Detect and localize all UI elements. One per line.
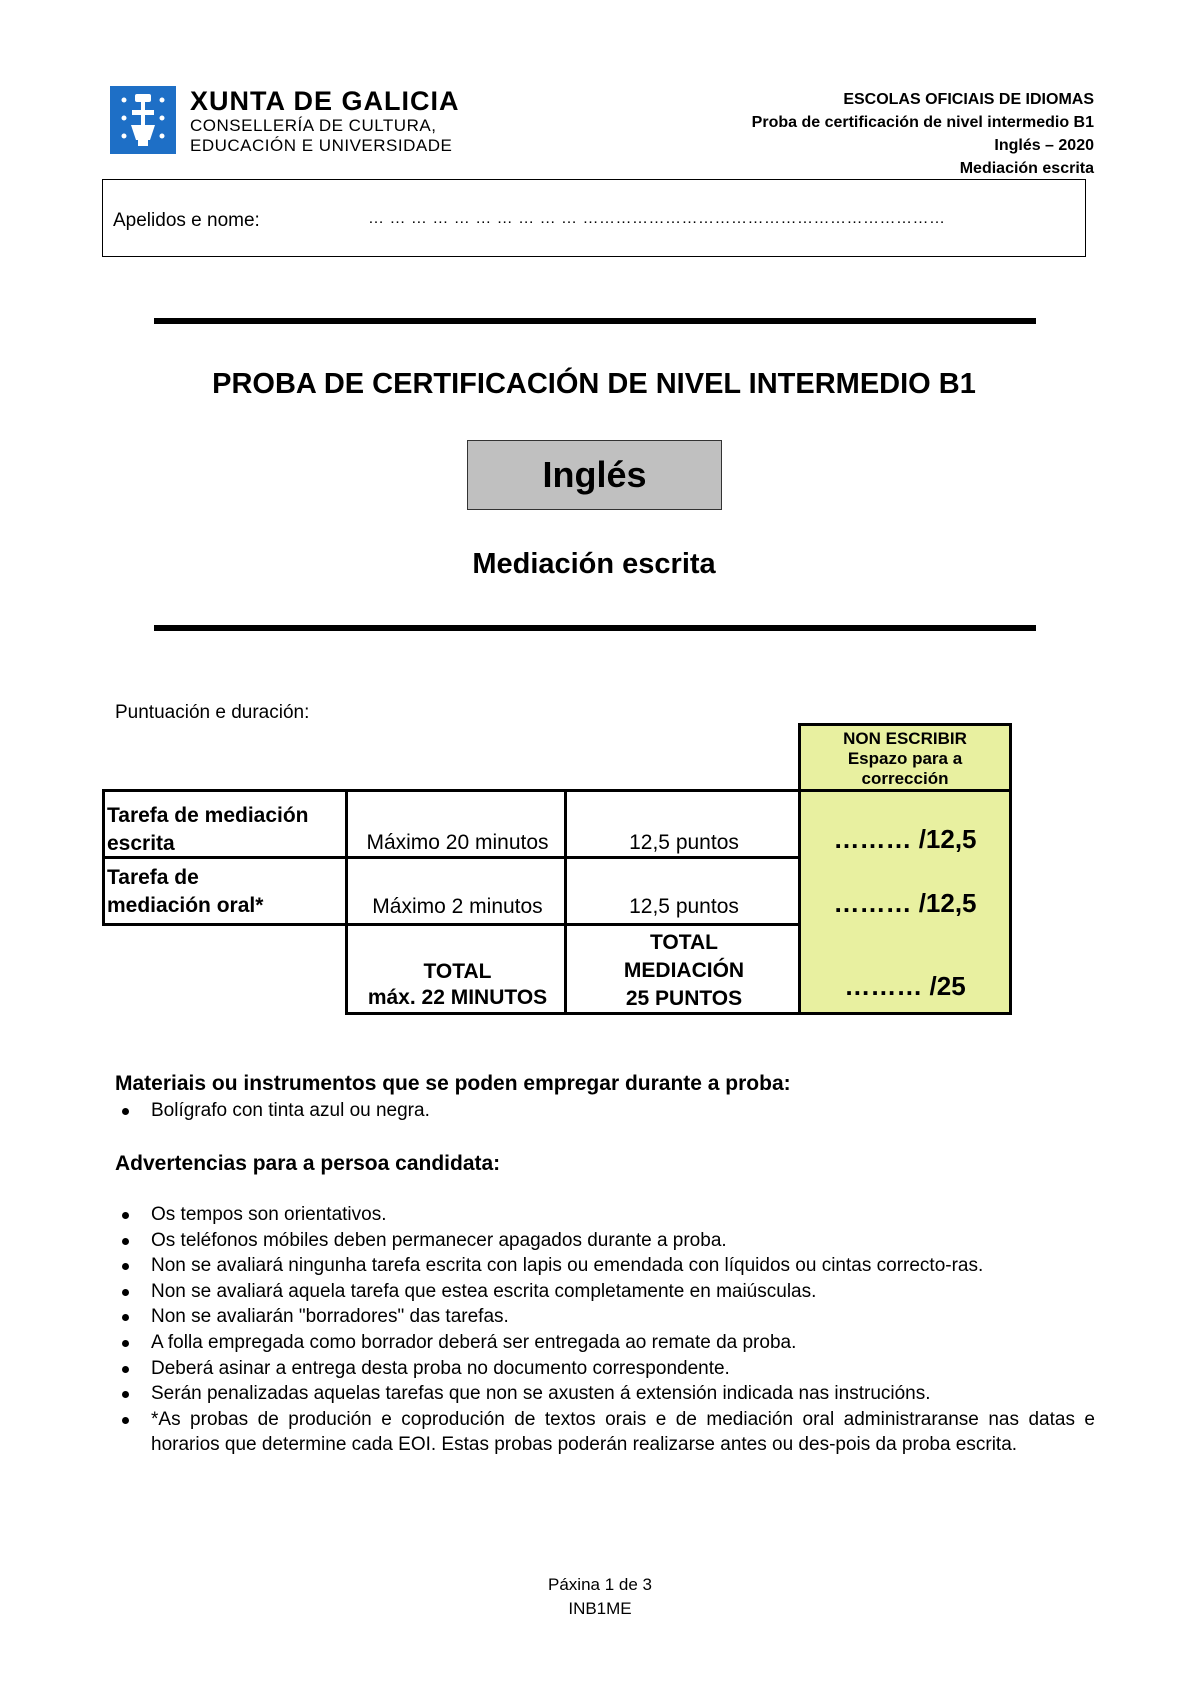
list-item-text: Non se avaliarán "borradores" das tarefas. bbox=[151, 1306, 509, 1328]
name-field-dots[interactable]: … … … … … … … … … … ………………………………………………………… bbox=[368, 210, 946, 227]
total-points-line1: TOTAL bbox=[649, 931, 719, 954]
list-item-text: Non se avaliará ningunha tarefa escrita con lapis ou emendada con líquidos ou cintas correcto-ras. bbox=[151, 1255, 984, 1277]
header-line3: Inglés – 2020 bbox=[994, 137, 1094, 154]
table-row-time: Máximo 2 minutos bbox=[345, 856, 567, 926]
correction-header-line2: Espazo para a bbox=[847, 749, 963, 768]
list-item-text: Serán penalizadas aquelas tarefas que non se axusten á extensión indicada nas instrucións. bbox=[151, 1383, 931, 1405]
list-item bbox=[115, 1202, 1095, 1228]
list-item-text: Os tempos son orientativos. bbox=[151, 1204, 387, 1225]
list-item bbox=[115, 1279, 1095, 1305]
bullet-icon bbox=[122, 1366, 129, 1373]
list-item bbox=[115, 1098, 1095, 1124]
materials-list bbox=[115, 1098, 1095, 1124]
correction-header-line3: corrección bbox=[861, 769, 949, 788]
list-item-text: A folla empregada como borrador deberá ser entregada ao remate da proba. bbox=[151, 1331, 797, 1353]
score-intro: Puntuación e duración: bbox=[115, 702, 310, 723]
total-time-line2: máx. 22 MINUTOS bbox=[367, 986, 548, 1009]
list-item bbox=[115, 1407, 1095, 1458]
name-field-box[interactable] bbox=[102, 179, 1086, 257]
materials-heading: Materiais ou instrumentos que se poden empregar durante a proba: bbox=[115, 1072, 791, 1095]
table-row-task bbox=[102, 789, 348, 859]
bullet-icon bbox=[122, 1417, 129, 1424]
task-line1: Tarefa de bbox=[107, 866, 199, 889]
list-item bbox=[115, 1330, 1095, 1356]
bullet-icon bbox=[122, 1263, 129, 1270]
list-item bbox=[115, 1356, 1095, 1382]
document-header bbox=[752, 88, 1094, 180]
bottom-rule bbox=[154, 625, 1036, 631]
document-code: INB1ME bbox=[568, 1599, 632, 1618]
total-score[interactable]: ……… /25 bbox=[798, 923, 1012, 1015]
task-line1: Tarefa de mediación bbox=[107, 804, 309, 827]
list-item-text: Bolígrafo con tinta azul ou negra. bbox=[151, 1100, 430, 1121]
list-item bbox=[115, 1304, 1095, 1330]
page-number: Páxina 1 de 3 bbox=[548, 1575, 652, 1594]
header-line1: ESCOLAS OFICIAIS DE IDIOMAS bbox=[843, 91, 1094, 108]
list-item-text: Non se avaliará aquela tarefa que estea escrita completamente en maiúsculas. bbox=[151, 1280, 817, 1302]
top-rule bbox=[154, 318, 1036, 324]
total-time bbox=[345, 923, 567, 1015]
table-row-points: 12,5 puntos bbox=[564, 856, 801, 926]
bullet-icon bbox=[122, 1212, 129, 1219]
xunta-logo bbox=[110, 86, 176, 154]
name-field-label: Apelidos e nome: bbox=[113, 210, 260, 231]
header-line4: Mediación escrita bbox=[959, 160, 1094, 177]
list-item bbox=[115, 1381, 1095, 1407]
bullet-icon bbox=[122, 1238, 129, 1245]
org-dept-line1: CONSELLERÍA DE CULTURA, bbox=[190, 116, 437, 135]
list-item bbox=[115, 1228, 1095, 1254]
total-points-line2: MEDIACIÓN bbox=[623, 959, 745, 982]
page-title: PROBA DE CERTIFICACIÓN DE NIVEL INTERMEDIO B1 bbox=[212, 368, 976, 400]
table-row-time: Máximo 20 minutos bbox=[345, 789, 567, 859]
table-row-points: 12,5 puntos bbox=[564, 789, 801, 859]
bullet-icon bbox=[122, 1289, 129, 1296]
table-row-score[interactable]: ……… /12,5 bbox=[798, 856, 1012, 926]
language-box: Inglés bbox=[467, 440, 722, 510]
table-row-score[interactable]: ……… /12,5 bbox=[798, 789, 1012, 859]
total-points-line3: 25 PUNTOS bbox=[625, 987, 743, 1010]
page-footer bbox=[0, 1573, 1200, 1621]
task-line2: escrita bbox=[107, 832, 175, 855]
bullet-icon bbox=[122, 1108, 129, 1115]
task-line2: mediación oral* bbox=[107, 894, 264, 917]
correction-header bbox=[798, 723, 1012, 791]
coat-of-arms-icon bbox=[110, 86, 176, 154]
warnings-heading: Advertencias para a persoa candidata: bbox=[115, 1152, 501, 1175]
org-name: XUNTA DE GALICIA bbox=[190, 86, 460, 116]
list-item-text: Os teléfonos móbiles deben permanecer apagados durante a proba. bbox=[151, 1229, 727, 1251]
table-row-task bbox=[102, 856, 348, 926]
list-item bbox=[115, 1253, 1095, 1279]
warnings-list bbox=[115, 1202, 1095, 1458]
correction-header-line1: NON ESCRIBIR bbox=[843, 729, 967, 748]
total-points bbox=[564, 923, 801, 1015]
org-dept-line2: EDUCACIÓN E UNIVERSIDADE bbox=[190, 136, 453, 155]
page-subtitle: Mediación escrita bbox=[472, 548, 716, 580]
header-line2: Proba de certificación de nivel intermedio B1 bbox=[751, 114, 1094, 131]
bullet-icon bbox=[122, 1314, 129, 1321]
bullet-icon bbox=[122, 1391, 129, 1398]
organization-name bbox=[190, 86, 460, 156]
list-item-text: *As probas de produción e coprodución de textos orais e de mediación oral administraranse nas datas e horarios que determine cada EOI. Estas probas poderán realizarse antes ou des-pois da proba escrita. bbox=[151, 1408, 1095, 1456]
bullet-icon bbox=[122, 1340, 129, 1347]
total-time-line1: TOTAL bbox=[423, 960, 492, 983]
list-item-text: Deberá asinar a entrega desta proba no documento correspondente. bbox=[151, 1357, 730, 1379]
